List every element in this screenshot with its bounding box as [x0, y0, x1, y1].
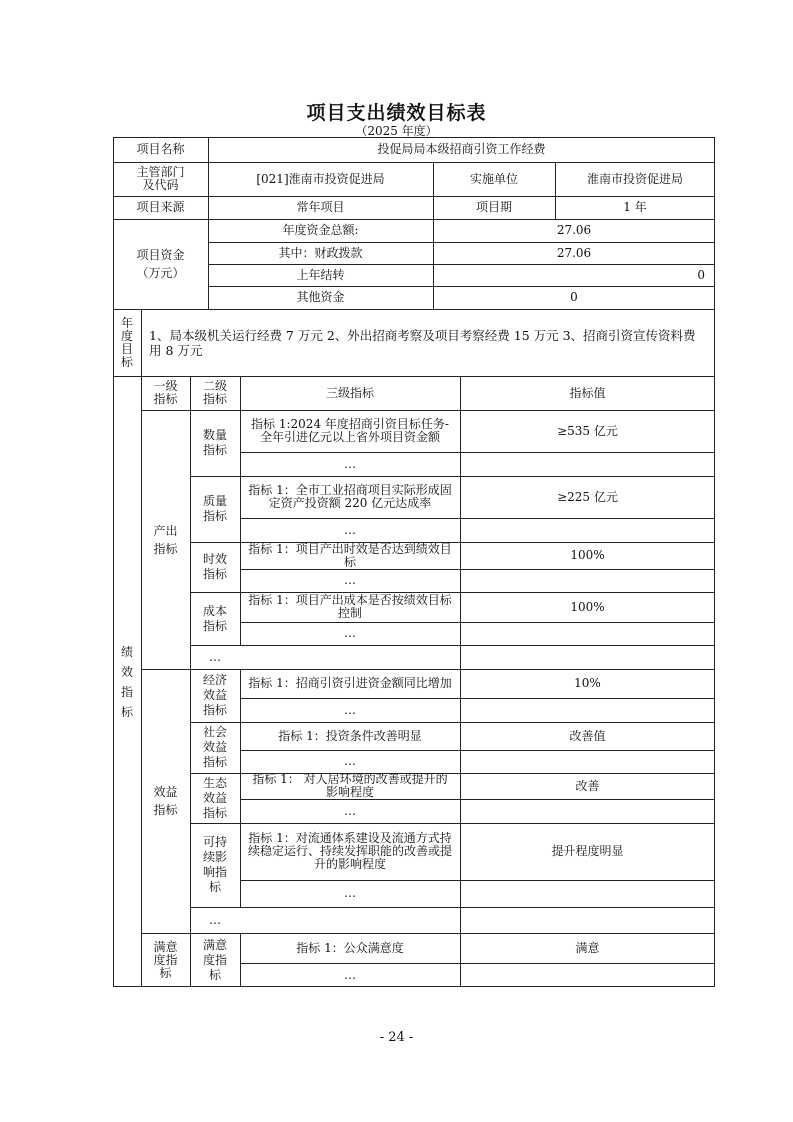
project-name-label: 项目名称: [136, 142, 185, 156]
source-label: 项目来源: [136, 200, 185, 214]
economic-ellipsis: …: [344, 702, 356, 717]
funds-fiscal-label: 其中：财政拨款: [278, 245, 363, 260]
impl-label: 实施单位: [469, 171, 518, 186]
quantity-indicator-label: 数量 指标: [202, 428, 227, 457]
time-indicator-label: 时效 指标: [202, 552, 227, 581]
goal-label: 年 度 目 标: [120, 315, 133, 369]
time-ellipsis: …: [344, 573, 356, 587]
satisfaction-indicator-text: 指标 1：公众满意度: [296, 940, 404, 955]
project-name-value: 投促局局本级招商引资工作经费: [377, 142, 546, 156]
quality-indicator-value: ≥225 亿元: [557, 489, 618, 504]
economic-benefit-label: 经济 效益 指标: [202, 673, 227, 717]
col-level1-header: 一级 指标: [153, 379, 178, 406]
source-value: 常年项目: [296, 200, 345, 214]
time-indicator-value: 100%: [570, 548, 605, 562]
page-subtitle: （2025 年度）: [355, 124, 438, 138]
ecological-benefit-text: 指标 1： 对人居环境的改善或提升的影响程度: [252, 773, 448, 799]
output-indicator-label: 产出 指标: [153, 523, 178, 556]
funds-carry-label: 上年结转: [296, 267, 345, 282]
funds-total-label: 年度资金总额:: [282, 223, 359, 237]
quality-indicator-label: 质量 指标: [202, 494, 227, 523]
funds-total-value: 27.06: [556, 223, 592, 237]
social-benefit-text: 指标 1：投资条件改善明显: [278, 728, 422, 743]
ecological-benefit-value: 改善: [575, 778, 600, 793]
funds-other-label: 其他资金: [296, 290, 345, 304]
col-value-header: 指标值: [569, 385, 606, 400]
page-title: 项目支出绩效目标表: [306, 102, 487, 124]
sustainable-impact-value: 提升程度明显: [551, 844, 624, 858]
satisfaction-sub-label: 满意 度指 标: [202, 937, 227, 982]
quantity-indicator-text: 指标 1:2024 年度招商引资目标任务-全年引进亿元以上省外项目资金额: [251, 417, 449, 444]
quality-indicator-text: 指标 1：全市工业招商项目实际形成固定资产投资额 220 亿元达成率: [248, 483, 452, 510]
social-benefit-label: 社会 效益 指标: [202, 725, 227, 769]
benefit-more-ellipsis: …: [209, 912, 221, 927]
cost-indicator-label: 成本 指标: [202, 603, 227, 633]
social-ellipsis: …: [344, 754, 356, 768]
quality-ellipsis: …: [344, 522, 356, 537]
time-indicator-text: 指标 1：项目产出时效是否达到绩效目标: [248, 542, 452, 569]
indicators-section-label: 绩 效 指 标: [120, 644, 133, 719]
ecological-ellipsis: …: [344, 803, 356, 818]
economic-benefit-value: 10%: [574, 676, 601, 690]
col-level3-header: 三级指标: [325, 385, 374, 400]
cost-ellipsis: …: [344, 626, 356, 640]
funds-fiscal-value: 27.06: [556, 245, 592, 260]
sustainable-ellipsis: …: [344, 886, 356, 900]
sustainable-impact-label: 可持 续影 响指 标: [202, 835, 227, 894]
satisfaction-indicator-label: 满意 度指 标: [153, 939, 178, 980]
cost-indicator-value: 100%: [570, 599, 605, 614]
output-more-ellipsis: …: [209, 649, 221, 664]
quantity-ellipsis: …: [344, 456, 356, 471]
quantity-indicator-value: ≥535 亿元: [557, 423, 618, 438]
funds-carry-value: 0: [697, 267, 705, 282]
funds-other-value: 0: [570, 290, 578, 304]
period-value: 1 年: [623, 200, 647, 214]
col-level2-header: 二级 指标: [202, 379, 227, 406]
dept-value: [021]淮南市投资促进局: [256, 171, 385, 186]
funds-label: 项目资金 （万元）: [136, 248, 185, 280]
dept-label: 主管部门 及代码: [136, 165, 185, 192]
page-number: - 24 -: [379, 1030, 414, 1045]
sustainable-impact-text: 指标 1：对流通体系建设及流通方式持续稳定运行、持续发挥职能的改善或提升的影响程度: [247, 831, 452, 871]
economic-benefit-text: 指标 1：招商引资引进资金额同比增加: [248, 676, 452, 690]
satisfaction-ellipsis: …: [344, 967, 356, 982]
impl-value: 淮南市投资促进局: [586, 171, 683, 186]
ecological-benefit-label: 生态 效益 指标: [202, 775, 227, 820]
satisfaction-indicator-value: 满意: [575, 940, 600, 955]
social-benefit-value: 改善值: [569, 728, 606, 743]
goal-text: 1、局本级机关运行经费 7 万元 2、外出招商考察及项目考察经费 15 万元 3、招商引资宣传资料费用 8 万元: [149, 327, 696, 358]
benefit-indicator-label: 效益 指标: [153, 785, 178, 817]
cost-indicator-text: 指标 1：项目产出成本是否按绩效目标控制: [248, 593, 452, 620]
period-label: 项目期: [475, 200, 512, 214]
